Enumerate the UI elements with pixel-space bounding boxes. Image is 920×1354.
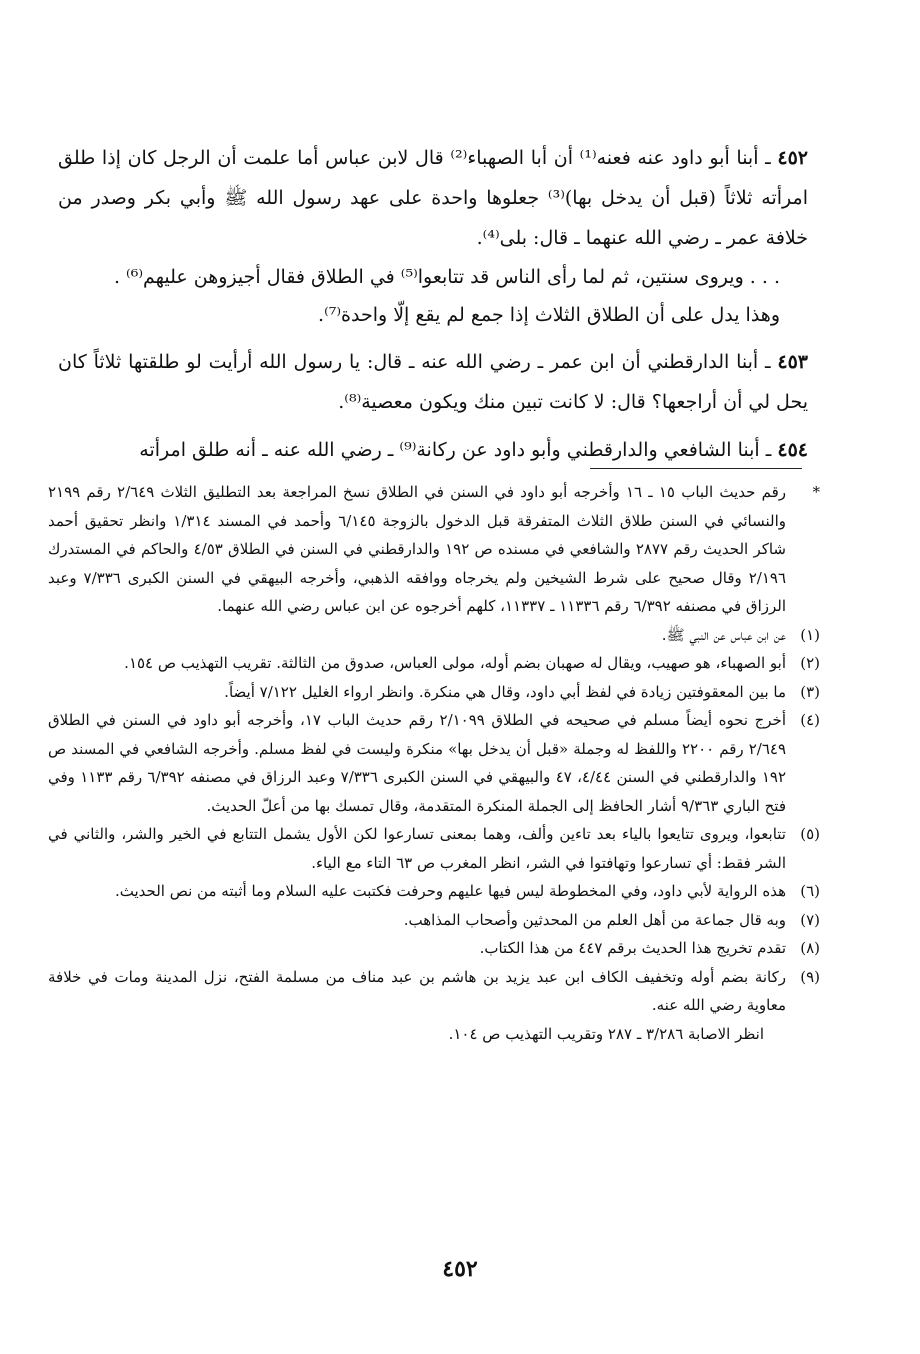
footnote-text: ما بين المعقوفتين زيادة في لفظ أبي داود، وقال هي منكرة. وانظر ارواء الغليل ٧/١٢٢ أيضاً. xyxy=(224,682,786,701)
footnote-1 xyxy=(48,621,820,650)
footnote-6 xyxy=(48,877,820,906)
main-text xyxy=(58,138,808,470)
footnote-marker: (٢) xyxy=(800,654,820,672)
footnote-divider xyxy=(590,468,802,469)
footnote-text: تتابعوا، ويروى تتايعوا بالياء بعد تاءين وألف، وهما بمعنى تسارعوا لكن الأول يشمل التتابع في الخير والشر، والثاني في الشر فقط: أي تسارعوا وتهافتوا في الشر، انظر المغرب ص ٦٣ التاء مع الياء. xyxy=(48,825,786,872)
hadith-text: ـ أبنا الدارقطني أن ابن عمر ـ رضي الله عنه ـ قال: يا رسول الله أرأيت لو طلقتها ثلاثاً كان يحل لي أن أراجعها؟ قال: لا كانت تبين منك ويكون معصية⁽⁸⁾. xyxy=(58,351,808,413)
hadith-number: ٤٥٤ xyxy=(777,439,808,461)
footnote-marker: (٦) xyxy=(800,882,820,900)
footnote-marker: (٤) xyxy=(800,711,820,729)
hadith-text: ـ أبنا الشافعي والدارقطني وأبو داود عن ركانة⁽⁹⁾ ـ رضي الله عنه ـ أنه طلق امرأته xyxy=(139,439,772,461)
footnote-3 xyxy=(48,678,820,707)
footnote-marker: (٧) xyxy=(800,910,820,929)
footnote-general xyxy=(48,478,820,621)
footnote-marker: (٣) xyxy=(800,682,820,701)
footnote-text: عن ابن عباس عن النبي ﷺ. xyxy=(661,625,786,644)
footnote-marker: (١) xyxy=(800,625,820,644)
hadith-text: ـ أبنا أبو داود عنه فعنه⁽¹⁾ أن أبا الصهباء⁽²⁾ قال لابن عباس أما علمت أن الرجل كان إذا طلق امرأته ثلاثاً (قبل أن يدخل بها)⁽³⁾ جعلوها واحدة على عهد رسول الله ﷺ وأبي بكر وصدر من خلافة عمر ـ رضي الله عنهما ـ قال: بلى⁽⁴⁾. xyxy=(58,147,808,249)
footnote-text: هذه الرواية لأبي داود، وفي المخطوطة ليس فيها عليهم وحرفت فكتبت عليه السلام وما أثبته من نص الحديث. xyxy=(115,882,786,900)
footnotes xyxy=(48,478,820,1048)
hadith-452-variant: . . . ويروى سنتين، ثم لما رأى الناس قد تتابعوا⁽⁵⁾ في الطلاق فقال أجيزوهن عليهم⁽⁶⁾ . xyxy=(113,266,780,288)
footnote-9 xyxy=(48,963,820,1049)
footnote-text: أخرج نحوه أيضاً مسلم في صحيحه في الطلاق ٢/١٠٩٩ رقم حديث الباب ١٧، وأخرجه أبو داود في السنن في الطلاق ٢/٦٤٩ رقم ٢٢٠٠ واللفظ له وجملة «قبل أن يدخل بها» منكرة وليست في لفظ مسلم. وأخرجه الشافعي في المسند ص ١٩٢ والدارقطني في السنن ٤/٤٤، ٤٧ والبيهقي في السنن الكبرى ٧/٣٣٦ وعبد الرزاق في مصنفه ٦/٣٩٢ رقم ١١٣٣ وفي فتح الباري ٩/٣٦٣ أشار الحافظ إلى الجملة المنكرة المتقدمة، وقال تمسك بها من أعلّ الحديث. xyxy=(48,711,787,815)
footnote-text: أبو الصهباء، هو صهيب، ويقال له صهبان بضم أوله، مولى العباس، صدوق من الثالثة. تقريب التهذيب ص ١٥٤. xyxy=(124,654,786,672)
page-number: ٤٥٢ xyxy=(442,1256,478,1282)
hadith-453 xyxy=(58,342,808,422)
footnote-text: تقدم تخريج هذا الحديث برقم ٤٤٧ من هذا الكتاب. xyxy=(479,939,786,957)
hadith-454 xyxy=(58,430,808,470)
footnote-marker: (٥) xyxy=(800,825,820,843)
hadith-number: ٤٥٢ xyxy=(777,147,808,169)
footnote-continuation: انظر الاصابة ٣/٢٨٦ ـ ٢٨٧ وتقريب التهذيب ص ١٠٤. xyxy=(448,1024,764,1043)
footnote-marker: * xyxy=(812,483,820,501)
footnote-text-wrapper xyxy=(48,963,786,1049)
footnote-marker: (٩) xyxy=(800,967,820,986)
footnote-4 xyxy=(48,706,820,820)
footnote-text: رقم حديث الباب ١٥ ـ ١٦ وأخرجه أبو داود في السنن في الطلاق نسخ المراجعة بعد التطليق الثلاث ٢/٦٤٩ رقم ٢١٩٩ والنسائي في السنن طلاق الثلاث المتفرقة قبل الدخول بالزوجة ٦/١٤٥ وأحمد في المسند ١/٣١٤ وانظر تحقيق أحمد شاكر الحديث رقم ٢٨٧٧ والشافعي في مسنده ص ١٩٢ والدارقطني في السنن في الطلاق ٤/٥٣ والحاكم في المستدرك ٢/١٩٦ وقال صحيح على شرط الشيخين ولم يخرجاه ووافقه الذهبي، وأخرجه البيهقي في السنن الكبرى ٧/٣٣٦ وعبد الرزاق في مصنفه ٦/٣٩٢ رقم ١١٣٣٦ ـ ١١٣٣٧، كلهم أخرجوه عن ابن عباس رضي الله عنهما. xyxy=(48,483,787,615)
footnote-text: وبه قال جماعة من أهل العلم من المحدثين وأصحاب المذاهب. xyxy=(403,910,786,929)
footnote-text: ركانة بضم أوله وتخفيف الكاف ابن عبد يزيد بن هاشم بن عبد مناف من مسلمة الفتح، نزل المدينة ومات في خلافة معاوية رضي الله عنه. xyxy=(48,967,787,1014)
footnote-marker: (٨) xyxy=(800,939,820,957)
footnote-8 xyxy=(48,934,820,963)
hadith-452 xyxy=(58,138,808,258)
footnote-2 xyxy=(48,649,820,678)
footnote-7 xyxy=(48,906,820,935)
hadith-452-comment: وهذا يدل على أن الطلاق الثلاث إذا جمع لم يقع إلّا واحدة⁽⁷⁾. xyxy=(318,304,780,326)
hadith-number: ٤٥٣ xyxy=(777,351,808,373)
footnote-5 xyxy=(48,820,820,877)
